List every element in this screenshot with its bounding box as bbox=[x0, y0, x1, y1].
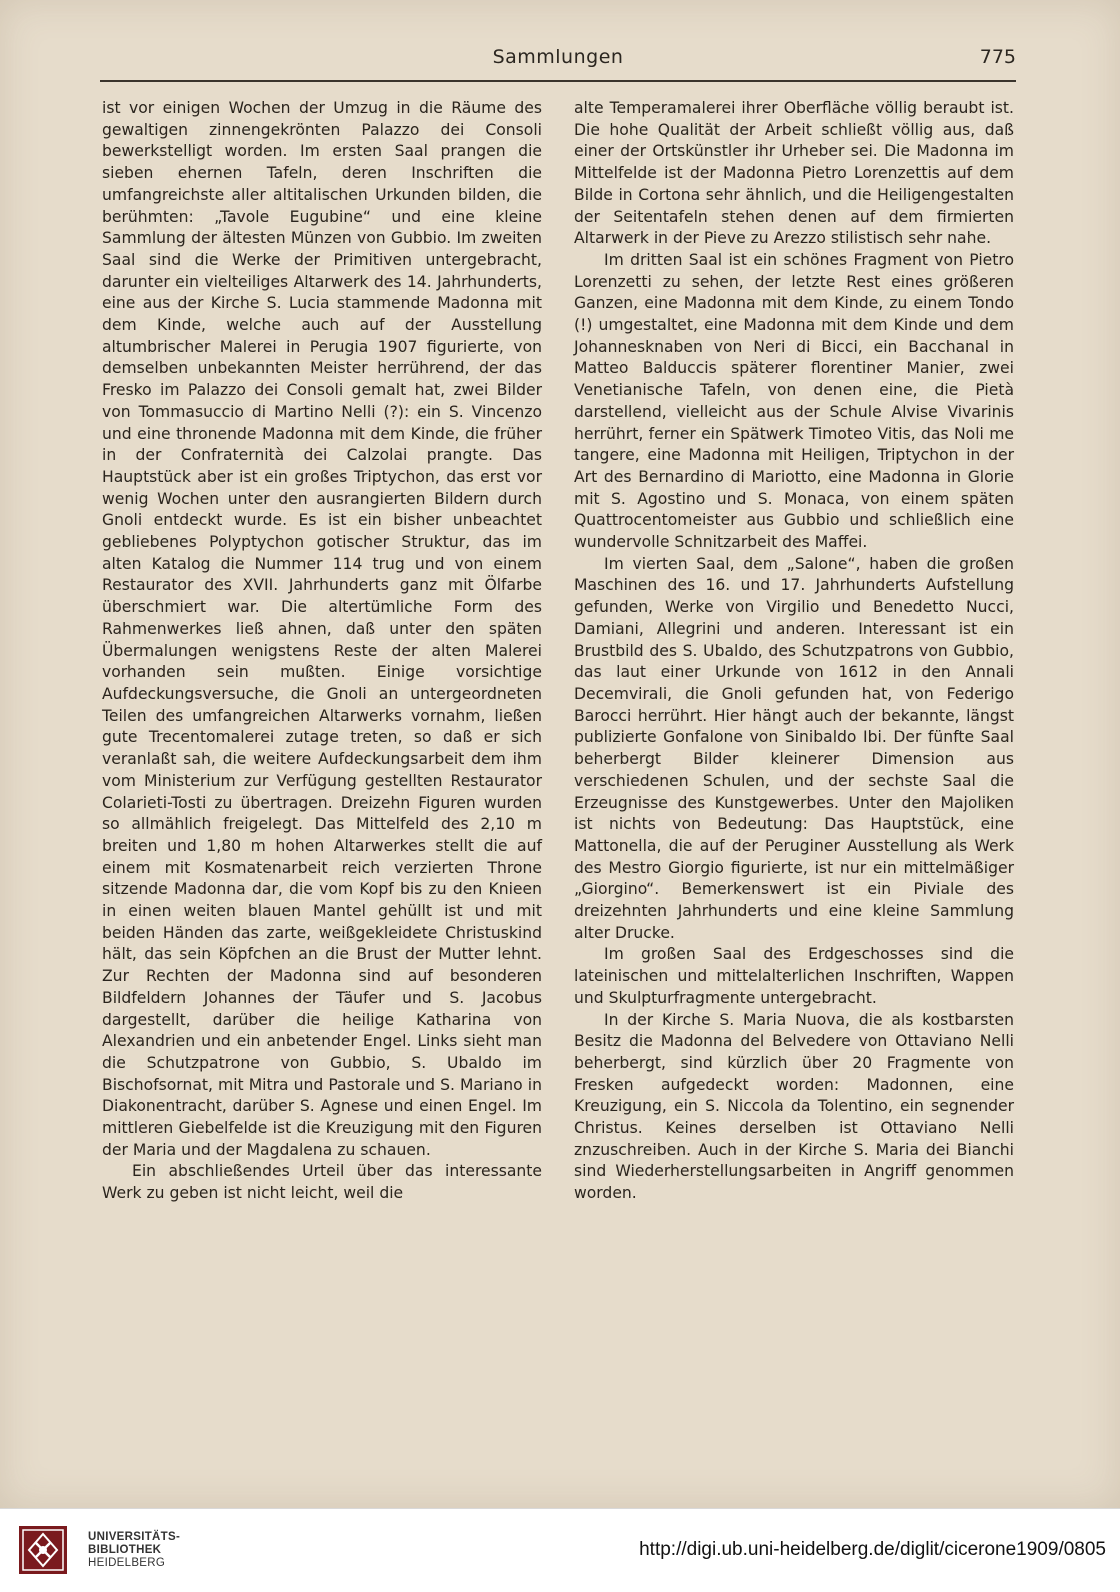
right-column bbox=[574, 98, 1014, 1205]
header-rule bbox=[100, 80, 1016, 82]
page-number: 775 bbox=[979, 46, 1016, 68]
paragraph: Im vierten Saal, dem „Salone“, haben die großen Maschinen des 16. und 17. Jahrhunderts Aufstellung gefunden, Werke von Virgilio und Benedetto Nucci, Damiani, Allegrini und anderen. Interessant ist ein Brustbild des S. Ubaldo, des Schutzpatrons von Gubbio, das laut einer Urkunde von 1612 in den Annali Decemvirali, die Gnoli gefunden hat, von Federigo Barocci herrührt. Hier hängt auch der bekannte, längst publizierte Gonfalone von Sinibaldo Ibi. Der fünfte Saal beherbergt Bilder kleinerer Dimension aus verschiedenen Schulen, und der sechste Saal die Erzeugnisse des Kunstgewerbes. Unter den Majoliken ist nichts von Bedeutung: Das Hauptstück, eine Mattonella, die auf der Peruginer Ausstellung als Werk des Mestro Giorgio figurierte, ist nur ein mittelmäßiger „Giorgino“. Bemerkenswert ist ein Piviale des dreizehnten Jahrhunderts und eine kleine Sammlung alter Drucke. bbox=[574, 554, 1014, 942]
library-name bbox=[88, 1531, 180, 1570]
permalink-url[interactable]: http://digi.ub.uni-heidelberg.de/diglit/cicerone1909/0805 bbox=[639, 1539, 1106, 1560]
running-head: Sammlungen bbox=[492, 46, 624, 68]
university-seal-icon[interactable] bbox=[18, 1525, 68, 1575]
paragraph: Im dritten Saal ist ein schönes Fragment von Pietro Lorenzetti zu sehen, der letzte Rest eines größeren Ganzen, eine Madonna mit dem Kinde, zu einem Tondo (!) umgestaltet, eine Madonna mit dem Kinde und dem Johannesknaben von Neri di Bicci, ein Bacchanal in Matteo Balduccis späterer florentiner Manier, zwei Venetianische Tafeln, von denen eine, die Pietà darstellend, vielleicht aus der Schule Alvise Vivarinis herrührt, ferner ein Spätwerk Timoteo Vitis, das Noli me tangere, eine Madonna mit Heiligen, Triptychon in der Art des Bernardino di Mariotto, eine Madonna in Glorie mit S. Agostino und S. Monaca, von einem späten Quattrocentomeister aus Gubbio und schließlich eine wundervolle Schnitzarbeit des Maffei. bbox=[574, 250, 1014, 552]
paragraph: ist vor einigen Wochen der Umzug in die Räume des gewaltigen zinnengekrönten Palazzo dei Consoli bewerkstelligt worden. Im ersten Saal prangen die sieben ehernen Tafeln, deren Inschriften die umfangreichste aller altitalischen Urkunden bilden, die berühmten: „Tavole Eugubine“ und eine kleine Sammlung der ältesten Münzen von Gubbio. Im zweiten Saal sind die Werke der Primitiven untergebracht, darunter ein vielteiliges Altarwerk des 14. Jahrhunderts, eine aus der Kirche S. Lucia stammende Madonna mit dem Kinde, welche auch auf der Ausstellung altumbrischer Malerei in Perugia 1907 figurierte, von demselben unbekannten Meister herrührend, der das Fresko im Palazzo dei Consoli gemalt hat, zwei Bilder von Tommasuccio di Martino Nelli (?): ein S. Vincenzo und eine thronende Madonna mit dem Kinde, die früher in der Confraternità dei Calzolai prangte. Das Hauptstück aber ist ein großes Triptychon, das erst vor wenig Wochen unter den ausrangierten Bildern durch Gnoli entdeckt wurde. Es ist ein bisher unbeachtet gebliebenes Polyptychon gotischer Struktur, das im alten Katalog die Nummer 114 trug und von einem Restaurator des XVII. Jahrhunderts ganz mit Ölfarbe überschmiert war. Die altertümliche Form des Rahmenwerkes ließ ahnen, daß unter den späten Übermalungen wenigstens Reste der alten Malerei vorhanden sein mußten. Einige vorsichtige Aufdeckungsversuche, die Gnoli an untergeordneten Teilen des umfangreichen Altarwerks vornahm, ließen gute Trecentomalerei zutage treten, so daß er sich veranlaßt sah, die weitere Aufdeckungsarbeit dem ihm vom Ministerium zur Verfügung gestellten Restaurator Colarieti-Tosti zu übertragen. Dreizehn Figuren wurden so allmählich freigelegt. Das Mittelfeld des 2,10 m breiten und 1,80 m hohen Altarwerkes stellt die auf einem mit Kosmatenarbeit reich verzierten Throne sitzende Madonna dar, die vom Kopf bis zu den Knieen in einen weiten blauen Mantel gehüllt ist und mit beiden Händen das zarte, weißgekleidete Christuskind hält, das sein Köpfchen an die Brust der Mutter lehnt. Zur Rechten der Madonna sind auf besonderen Bildfeldern Johannes der Täufer und S. Jacobus dargestellt, darüber die heilige Katharina von Alexandrien und ein anbetender Engel. Links sieht man die Schutzpatrone von Gubbio, S. Ubaldo im Bischofsornat, mit Mitra und Pastorale und S. Mariano in Diakonentracht, darüber S. Agnese und einen Engel. Im mittleren Giebelfelde ist die Kreuzigung mit den Figuren der Maria und der Magdalena zu schauen. bbox=[102, 99, 542, 1159]
paragraph: Ein abschließendes Urteil über das interessante Werk zu geben ist nicht leicht, weil die bbox=[102, 1162, 542, 1203]
paragraph: Im großen Saal des Erdgeschosses sind die lateinischen und mittelalterlichen Inschriften, Wappen und Skulpturfragmente untergebracht. bbox=[574, 945, 1014, 1007]
page-header bbox=[100, 46, 1016, 80]
library-line: HEIDELBERG bbox=[88, 1557, 166, 1569]
viewer-footer bbox=[0, 1508, 1120, 1592]
paragraph: alte Temperamalerei ihrer Oberfläche völlig beraubt ist. Die hohe Qualität der Arbeit schließt völlig aus, daß einer der Ortskünstler ihr Urheber sei. Die Madonna im Mittelfelde ist der Madonna Pietro Lorenzettis auf dem Bilde in Cortona sehr ähnlich, und die Heiligengestalten der Seitentafeln stehen denen auf dem firmierten Altarwerk in der Pieve zu Arezzo stilistisch sehr nahe. bbox=[574, 99, 1014, 248]
library-line: UNIVERSITÄTS- bbox=[88, 1531, 181, 1543]
library-line: BIBLIOTHEK bbox=[88, 1544, 162, 1556]
paragraph: In der Kirche S. Maria Nuova, die als kostbarsten Besitz die Madonna del Belvedere von Ottaviano Nelli beherbergt, sind kürzlich über 20 Fragmente von Fresken aufgedeckt worden: Madonnen, eine Kreuzigung, ein S. Niccola da Tolentino, ein segnender Christus. Keines derselben ist Ottaviano Nelli znzuschreiben. Auch in der Kirche S. Maria dei Bianchi sind Wiederherstellungsarbeiten in Angriff genommen worden. bbox=[574, 1010, 1014, 1203]
left-column bbox=[102, 98, 542, 1205]
